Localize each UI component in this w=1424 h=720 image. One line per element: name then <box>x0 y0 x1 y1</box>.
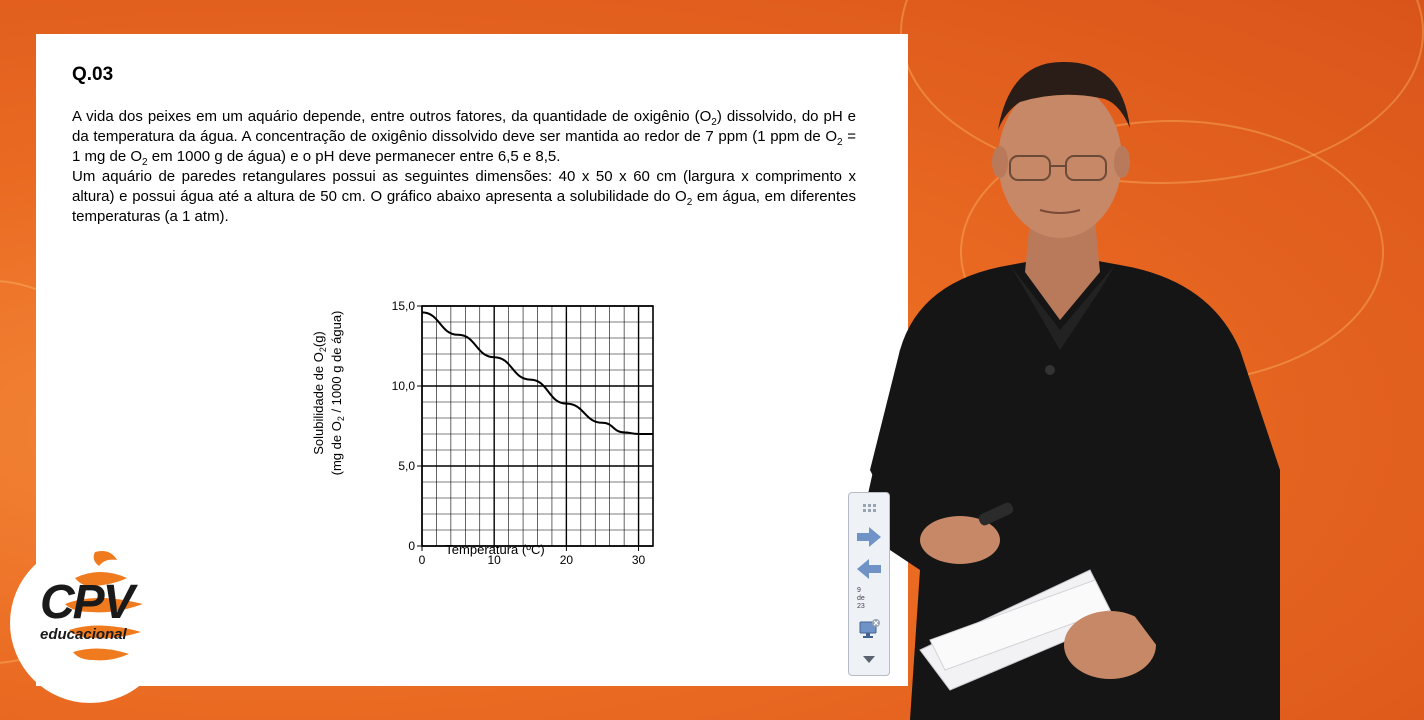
y-tick-label: 5,0 <box>398 459 415 473</box>
question-text <box>72 107 856 227</box>
prev-arrow-icon[interactable] <box>855 557 883 581</box>
x-axis-label: Temperatura (ºC) <box>445 542 545 557</box>
slide-nav-panel <box>848 492 890 676</box>
page-of: de <box>857 595 865 602</box>
logo-tagline: educacional <box>40 626 127 643</box>
subscript: 2 <box>686 197 693 208</box>
page-total: 23 <box>857 603 865 610</box>
page-current: 9 <box>857 587 861 594</box>
chart-grid <box>422 306 653 546</box>
presenter <box>860 50 1280 720</box>
x-tick-label: 0 <box>418 553 426 567</box>
page-indicator <box>857 587 883 611</box>
x-tick-label: 10 <box>487 553 501 567</box>
y-tick-label: 0 <box>408 539 415 553</box>
solubility-chart <box>291 259 646 569</box>
subscript: 2 <box>711 117 717 128</box>
grid-icon[interactable] <box>855 497 883 521</box>
y-axis-label-line1: Solubilidade de $O_2(g)$ <box>311 331 328 455</box>
y-tick-label: 10,0 <box>391 379 415 393</box>
x-tick-label: 20 <box>559 553 574 567</box>
question-title: Q.03 <box>72 64 114 85</box>
question-paragraph-2: Um aquário de paredes retangulares possui as seguintes dimensões: 40 x 50 x 60 cm (largura x comprimento x altura) e possui água até a altura de 50 cm. O gráfico abaixo apresenta a solubilidade do $O_2$ em água, em diferentes temperaturas (a 1 atm). <box>72 168 856 225</box>
subscript: 2 <box>142 157 148 168</box>
logo-brand: CPV <box>40 576 133 629</box>
question-paragraph-1: A vida dos peixes em um aquário depende, entre outros fatores, da quantidade de oxigênio $(O_2)$ dissolvido, do pH e da temperatura da água. A concentração de oxigênio dissolvido deve ser mantida ao redor de 7 ppm (1 ppm de $O_2 = 1$ mg de $O_2$ em 1000 g de água) e o pH deve permanecer entre 6,5 e 8,5. <box>72 108 856 168</box>
x-tick-label: 30 <box>631 553 646 567</box>
scroll-down-icon[interactable] <box>855 647 883 671</box>
y-axis-label-line2: (mg de $O_2 / 1000$ g de água) <box>329 310 346 476</box>
slide <box>36 34 908 686</box>
next-arrow-icon[interactable] <box>855 525 883 549</box>
subscript: 2 <box>837 137 843 148</box>
y-tick-label: 15,0 <box>391 299 415 313</box>
chart-ticks <box>392 299 646 567</box>
monitor-close-icon[interactable] <box>855 617 883 641</box>
